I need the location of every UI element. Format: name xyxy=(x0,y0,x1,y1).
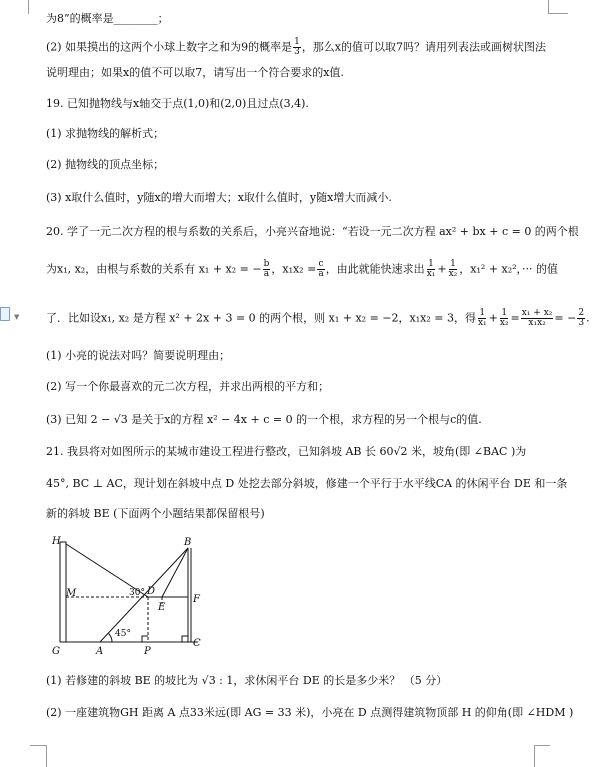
question-21-part-1 xyxy=(46,674,447,688)
question-21-part-1-text: (1) 若修建的斜坡 BE 的坡比为 √3 : 1，求休闲平台 DE 的长是多少米？ （5 分） xyxy=(46,674,448,687)
question-20-part-1 xyxy=(46,349,230,363)
q20-c1: 了．比如设x₁, x₂ 是方程 x² + 2x + 3 = 0 的两个根，则 x₁ + x₂ = −2，x₁x₂ = 3，得 xyxy=(46,311,476,325)
slope-be xyxy=(162,548,188,597)
label-a: A xyxy=(96,646,104,657)
q20-c3: = xyxy=(510,311,520,325)
question-20-line-2 xyxy=(46,260,558,279)
question-21-line-3 xyxy=(46,507,265,521)
question-19-text: 19. 已知抛物线与x轴交于点(1,0)和(2,0)且过点(3,4). xyxy=(46,97,309,110)
fraction-1-over-x2: $\frac{1}{\text{x₂}}$ xyxy=(448,259,458,279)
q20-b5: ，x₁² + x₂²，··· 的值 xyxy=(459,262,559,276)
label-p: P xyxy=(144,646,151,657)
right-angle-c xyxy=(182,636,188,642)
angle-30-label: 30° xyxy=(129,588,145,598)
question-21-text-a: 21. 我县将对如图所示的某城市建设工程进行整改，已知斜坡 AB 长 60√2 米，坡角(即 ∠BAC )为 xyxy=(46,445,527,458)
question-20-line-3 xyxy=(46,309,592,328)
fraction-sum-over-product: $\frac{\text{x₁ + x₂}}{\text{x₁x₂}}$ xyxy=(521,308,553,328)
probability-blank-text: 为8”的概率是________； xyxy=(46,12,169,25)
text-line-2 xyxy=(46,38,546,57)
q20-b4: + xyxy=(437,262,447,276)
question-21-text-c: 新的斜坡 BE (下面两个小题结果都保留根号) xyxy=(46,507,265,520)
question-21-line-2 xyxy=(46,477,567,491)
fraction-c-1-over-x2: $\frac{1}{\text{x₂}}$ xyxy=(499,308,509,328)
right-angle-p xyxy=(142,636,148,642)
label-g: G xyxy=(52,646,60,657)
label-d: D xyxy=(147,586,156,597)
question-19-title xyxy=(46,97,309,111)
label-c: C xyxy=(193,638,201,649)
question-21-part-2 xyxy=(46,706,573,720)
q-part-2-text-b: ，那么x的值可以取7吗？请用列表法或画树状图法 xyxy=(301,40,547,54)
fraction-c-over-a: $\frac{c}{a}$ xyxy=(318,259,324,279)
question-20-part-2-text: (2) 写一个你最喜欢的元二次方程，并求出两根的平方和； xyxy=(46,380,330,393)
q-part-2-text-a: (2) 如果摸出的这两个小球上数字之和为9的概率是 xyxy=(46,40,293,54)
question-19-part-3-text: (3) x取什么值时，y随x的增大而增大；x取什么值时，y随x增大而减小. xyxy=(46,191,392,204)
question-20-part-2 xyxy=(46,380,329,394)
crop-mark-top-left-v xyxy=(28,0,29,14)
angle-arc-a xyxy=(109,634,113,643)
q-part-2-reason-text: 说明理由；如果x的值不可以取7，请写出一个符合要求的x值. xyxy=(46,66,344,79)
question-21-text-b: 45°, BC ⊥ AC，现计划在斜坡中点 D 处挖去部分斜坡，修建一个平行于水平线CA 的休闲平台 DE 和一条 xyxy=(46,477,568,490)
question-20-part-1-text: (1) 小亮的说法对吗？简要说明理由； xyxy=(46,349,231,362)
document-icon[interactable] xyxy=(0,307,10,321)
question-19-part-2 xyxy=(46,158,164,172)
fraction-2-over-3: $\frac{2}{3}$ xyxy=(578,308,585,328)
q20-c4: = − xyxy=(554,311,577,325)
text-line-3 xyxy=(46,66,344,80)
label-b: B xyxy=(184,537,192,548)
label-h: H xyxy=(52,536,61,547)
dropdown-arrow-icon[interactable]: ▼ xyxy=(14,313,20,321)
q20-c5: . xyxy=(586,311,590,325)
label-m: M xyxy=(66,588,77,599)
fraction-1-over-x1: $\frac{1}{\text{x₁}}$ xyxy=(426,259,436,279)
slope-diagram xyxy=(50,534,220,658)
fraction-one-third: $\frac{1}{3}$ xyxy=(294,37,300,57)
question-19-part-2-text: (2) 抛物线的顶点坐标； xyxy=(46,158,165,171)
question-21-part-2-text: (2) 一座建筑物GH 距离 A 点33米远(即 AG = 33 米)，小亮在 D 点测得建筑物顶部 H 的仰角(即 ∠HDM ) xyxy=(46,706,574,719)
angle-45-label: 45° xyxy=(115,629,131,639)
question-20-text-a: 20. 学了一元二次方程的根与系数的关系后，小亮兴奋地说：“若设一元二次方程 ax² + bx + c = 0 的两个根 xyxy=(46,225,579,238)
question-19-part-1-text: (1) 求抛物线的解析式； xyxy=(46,127,165,140)
fraction-b-over-a: $\frac{b}{a}$ xyxy=(263,259,270,279)
text-line-1 xyxy=(46,12,169,26)
question-19-part-3 xyxy=(46,191,392,205)
fraction-c-1-over-x1: $\frac{1}{\text{x₁}}$ xyxy=(477,308,487,328)
q20-c2: + xyxy=(488,311,498,325)
question-21-title xyxy=(46,445,526,459)
question-20-part-3 xyxy=(46,413,482,427)
q20-b2: ，x₁x₂ = xyxy=(271,262,317,276)
crop-mark-bottom-left-h xyxy=(30,745,46,746)
q20-b3: ，由此就能快速求出 xyxy=(325,262,425,276)
label-f: F xyxy=(193,594,200,605)
question-20-part-3-text: (3) 已知 2 − √3 是关于x的方程 x² − 4x + c = 0 的一个根，求方程的另一个根与c的值. xyxy=(46,413,482,426)
question-19-part-1 xyxy=(46,127,164,141)
document-page xyxy=(46,0,590,767)
question-20-title xyxy=(46,225,579,239)
label-e: E xyxy=(158,602,166,613)
q20-b1: 为x₁, x₂，由根与系数的关系有 x₁ + x₂ = − xyxy=(46,262,262,276)
